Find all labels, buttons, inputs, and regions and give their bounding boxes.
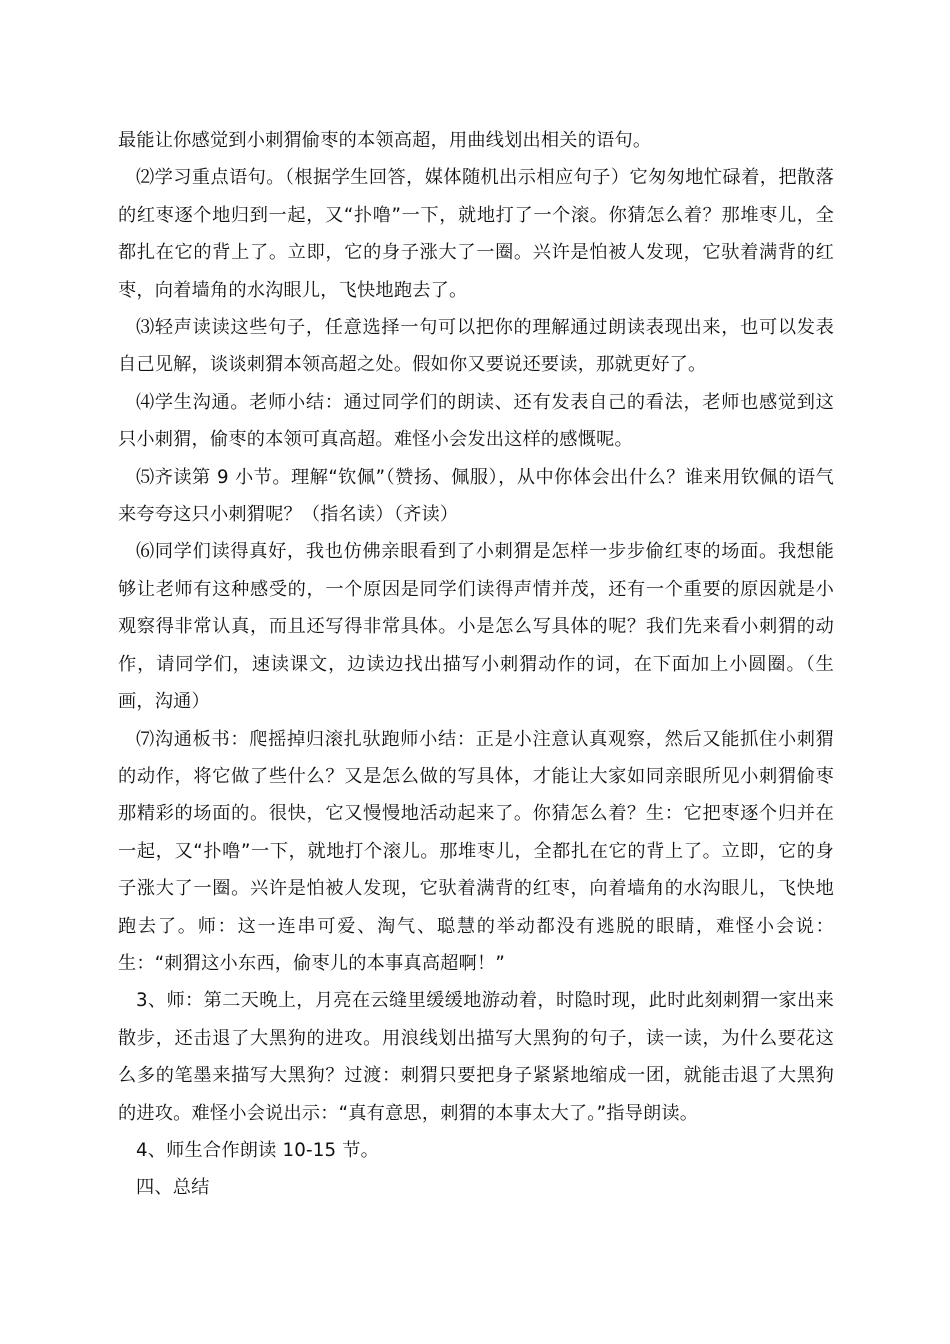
paragraph-intro: 最能让你感觉到小刺猬偷枣的本领高超，用曲线划出相关的语句。 — [118, 130, 652, 151]
paragraph-step-7: ⑺沟通板书：爬摇掉归滚扎驮跑师小结：正是小注意认真观察，然后又能抓住小刺猬的动作，将它做了些什么？又是怎么做的写具体，才能让大家如同亲眼所见小刺猬偷枣那精彩的场面的。很快，它又慢慢地活动起来了。你猜怎么着？生：它把枣逐个归并在一起，又“扑噜”一下，就地打个滚儿。那堆枣儿，全都扎在它的背上了。立即，它的身子涨大了一圈。兴许是怕被人发现，它驮着满背的红枣，向着墙角的水沟眼儿，飞快地跑去了。师：这一连串可爱、淘气、聪慧的举动都没有逃脱的眼睛，难怪小会说：生：“刺猬这小东西，偷枣儿的本事真高超啊！” — [118, 728, 834, 974]
heading-summary: 四、总结 — [136, 1177, 210, 1199]
paragraph-step-3: ⑶轻声读读这些句子，任意选择一句可以把你的理解通过朗读表现出来，也可以发表自己见解，谈谈刺猬本领高超之处。假如你又要说还要读，那就更好了。 — [118, 317, 834, 376]
paragraph-step-6: ⑹同学们读得真好，我也仿佛亲眼看到了小刺猬是怎样一步步偷红枣的场面。我想能够让老师有这种感受的，一个原因是同学们读得声情并茂，还有一个重要的原因就是小观察得非常认真，而且还写得非常具体。小是怎么写具体的呢？我们先来看小刺猬的动作，请同学们，速读课文，边读边找出描写小刺猬动作的词，在下面加上小圆圈。（生画，沟通） — [118, 541, 834, 713]
paragraph-section-4: 4、师生合作朗读 10-15 节。 — [136, 1139, 380, 1161]
paragraph-step-4: ⑷学生沟通。老师小结：通过同学们的朗读、还有发表自己的看法，老师也感觉到这只小刺猬，偷枣的本领可真高超。难怪小会发出这样的感慨呢。 — [118, 391, 834, 451]
document-page — [118, 122, 834, 1207]
paragraph-step-2: ⑵学习重点语句。（根据学生回答，媒体随机出示相应句子）它匆匆地忙碌着，把散落的红枣逐个地归到一起，又“扑噜”一下，就地打了一个滚。你猜怎么着？那堆枣儿，全都扎在它的背上了。立即，它的身子涨大了一圈。兴许是怕被人发现，它驮着满背的红枣，向着墙角的水沟眼儿，飞快地跑去了。 — [118, 167, 834, 301]
paragraph-section-3: 3、师：第二天晚上，月亮在云缝里缓缓地游动着，时隐时现，此时此刻刺猬一家出来散步，还击退了大黑狗的进攻。用浪线划出描写大黑狗的句子，读一读，为什么要花这么多的笔墨来描写大黑狗？过渡：刺猬只要把身子紧紧地缩成一团，就能击退了大黑狗的进攻。难怪小会说出示：“真有意思，刺猬的本事太大了。”指导朗读。 — [118, 990, 834, 1124]
paragraph-step-5: ⑸齐读第 9 小节。理解“钦佩”（赞扬、佩服），从中你体会出什么？谁来用钦佩的语气来夸夸这只小刺猬呢？（指名读）（齐读） — [118, 466, 834, 526]
